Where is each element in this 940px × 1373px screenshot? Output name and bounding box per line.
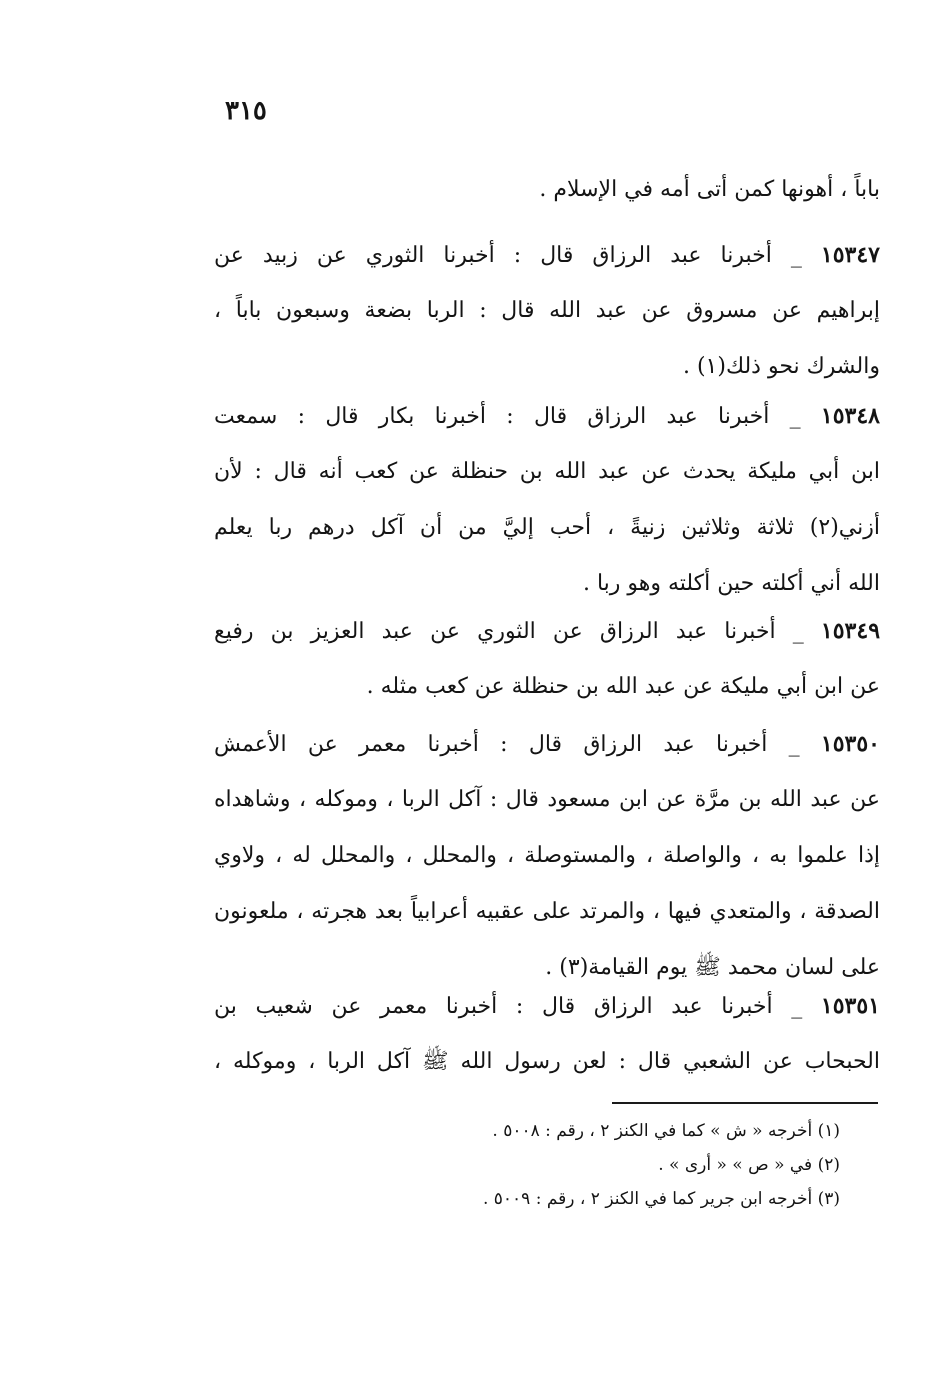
footnotes: [330, 1114, 840, 1216]
text-line: _ أخبرنا عبد الرزاق قال : أخبرنا معمر عن الأعمش: [214, 732, 800, 757]
hadith-number: ١٥٣٥٠: [820, 731, 880, 757]
paragraph-hadith-15348: [214, 388, 880, 612]
text-line: الحبحاب عن الشعبي قال : لعن رسول الله ﷺ آكل الربا ، وموكله ،: [214, 1049, 880, 1074]
hadith-number: ١٥٣٤٧: [820, 242, 880, 268]
text-line-first: [214, 978, 880, 1034]
hadith-number: ١٥٣٤٨: [820, 403, 880, 429]
text-line: ابن أبي مليكة يحدث عن عبد الله بن حنظلة عن كعب أنه قال : لأن: [214, 459, 880, 484]
text-line: عن عبد الله بن مرَّة عن ابن مسعود قال : آكل الربا ، وموكله ، وشاهداه: [214, 787, 880, 812]
footnote-2: (٢) في « ص » « أرى » .: [658, 1155, 840, 1175]
text-line-first: [214, 603, 880, 659]
text-line-first: [214, 388, 880, 444]
paragraph-hadith-15349: [214, 603, 880, 715]
text-line: أزني(٢) ثلاثة وثلاثين زنيةً ، أحب إليَّ من أن آكل درهم ربا يعلم: [214, 515, 880, 540]
footnote-1: (١) أخرجه « ش » كما في الكنز ٢ ، رقم : ٥٠٠٨ .: [492, 1121, 840, 1141]
paragraph-hadith-15350: [214, 716, 880, 996]
text-line: الله أني أكلته حين أكلته وهو ربا .: [582, 571, 880, 596]
paragraph-hadith-15347: [214, 227, 880, 395]
paragraph-continuation: [214, 162, 880, 218]
text-line: _ أخبرنا عبد الرزاق قال : أخبرنا الثوري عن زبيد عن: [214, 243, 802, 268]
paragraph-hadith-15351: [214, 978, 880, 1090]
text-line: _ أخبرنا عبد الرزاق قال : أخبرنا معمر عن شعيب بن: [214, 994, 803, 1019]
footnote-divider: [612, 1102, 878, 1104]
text-line: _ أخبرنا عبد الرزاق قال : أخبرنا بكار قال : سمعت: [214, 404, 801, 429]
text-line: إذا علموا به ، والواصلة ، والمستوصلة ، والمحلل ، والمحلل له ، ولاوي: [214, 843, 880, 868]
text-line-first: [214, 716, 880, 772]
text-line: باباً ، أهونها كمن أتى أمه في الإسلام .: [539, 177, 880, 202]
text-line: على لسان محمد ﷺ يوم القيامة(٣) .: [545, 955, 880, 980]
hadith-number: ١٥٣٤٩: [820, 618, 880, 644]
text-line: الصدقة ، والمتعدي فيها ، والمرتد على عقبيه أعرابياً بعد هجرته ، ملعونون: [214, 899, 880, 924]
footnote-3: (٣) أخرجه ابن جرير كما في الكنز ٢ ، رقم : ٥٠٠٩ .: [482, 1189, 840, 1209]
text-line: عن ابن أبي مليكة عن عبد الله بن حنظلة عن كعب مثله .: [366, 674, 880, 699]
page-number: ٣١٥: [225, 96, 267, 126]
text-line: إبراهيم عن مسروق عن عبد الله قال : الربا بضعة وسبعون باباً ،: [214, 298, 880, 323]
text-line: والشرك نحو ذلك(١) .: [682, 354, 880, 379]
text-line: _ أخبرنا عبد الرزاق عن الثوري عن عبد العزيز بن رفيع: [214, 619, 804, 644]
hadith-number: ١٥٣٥١: [820, 993, 880, 1019]
text-line-first: [214, 227, 880, 283]
